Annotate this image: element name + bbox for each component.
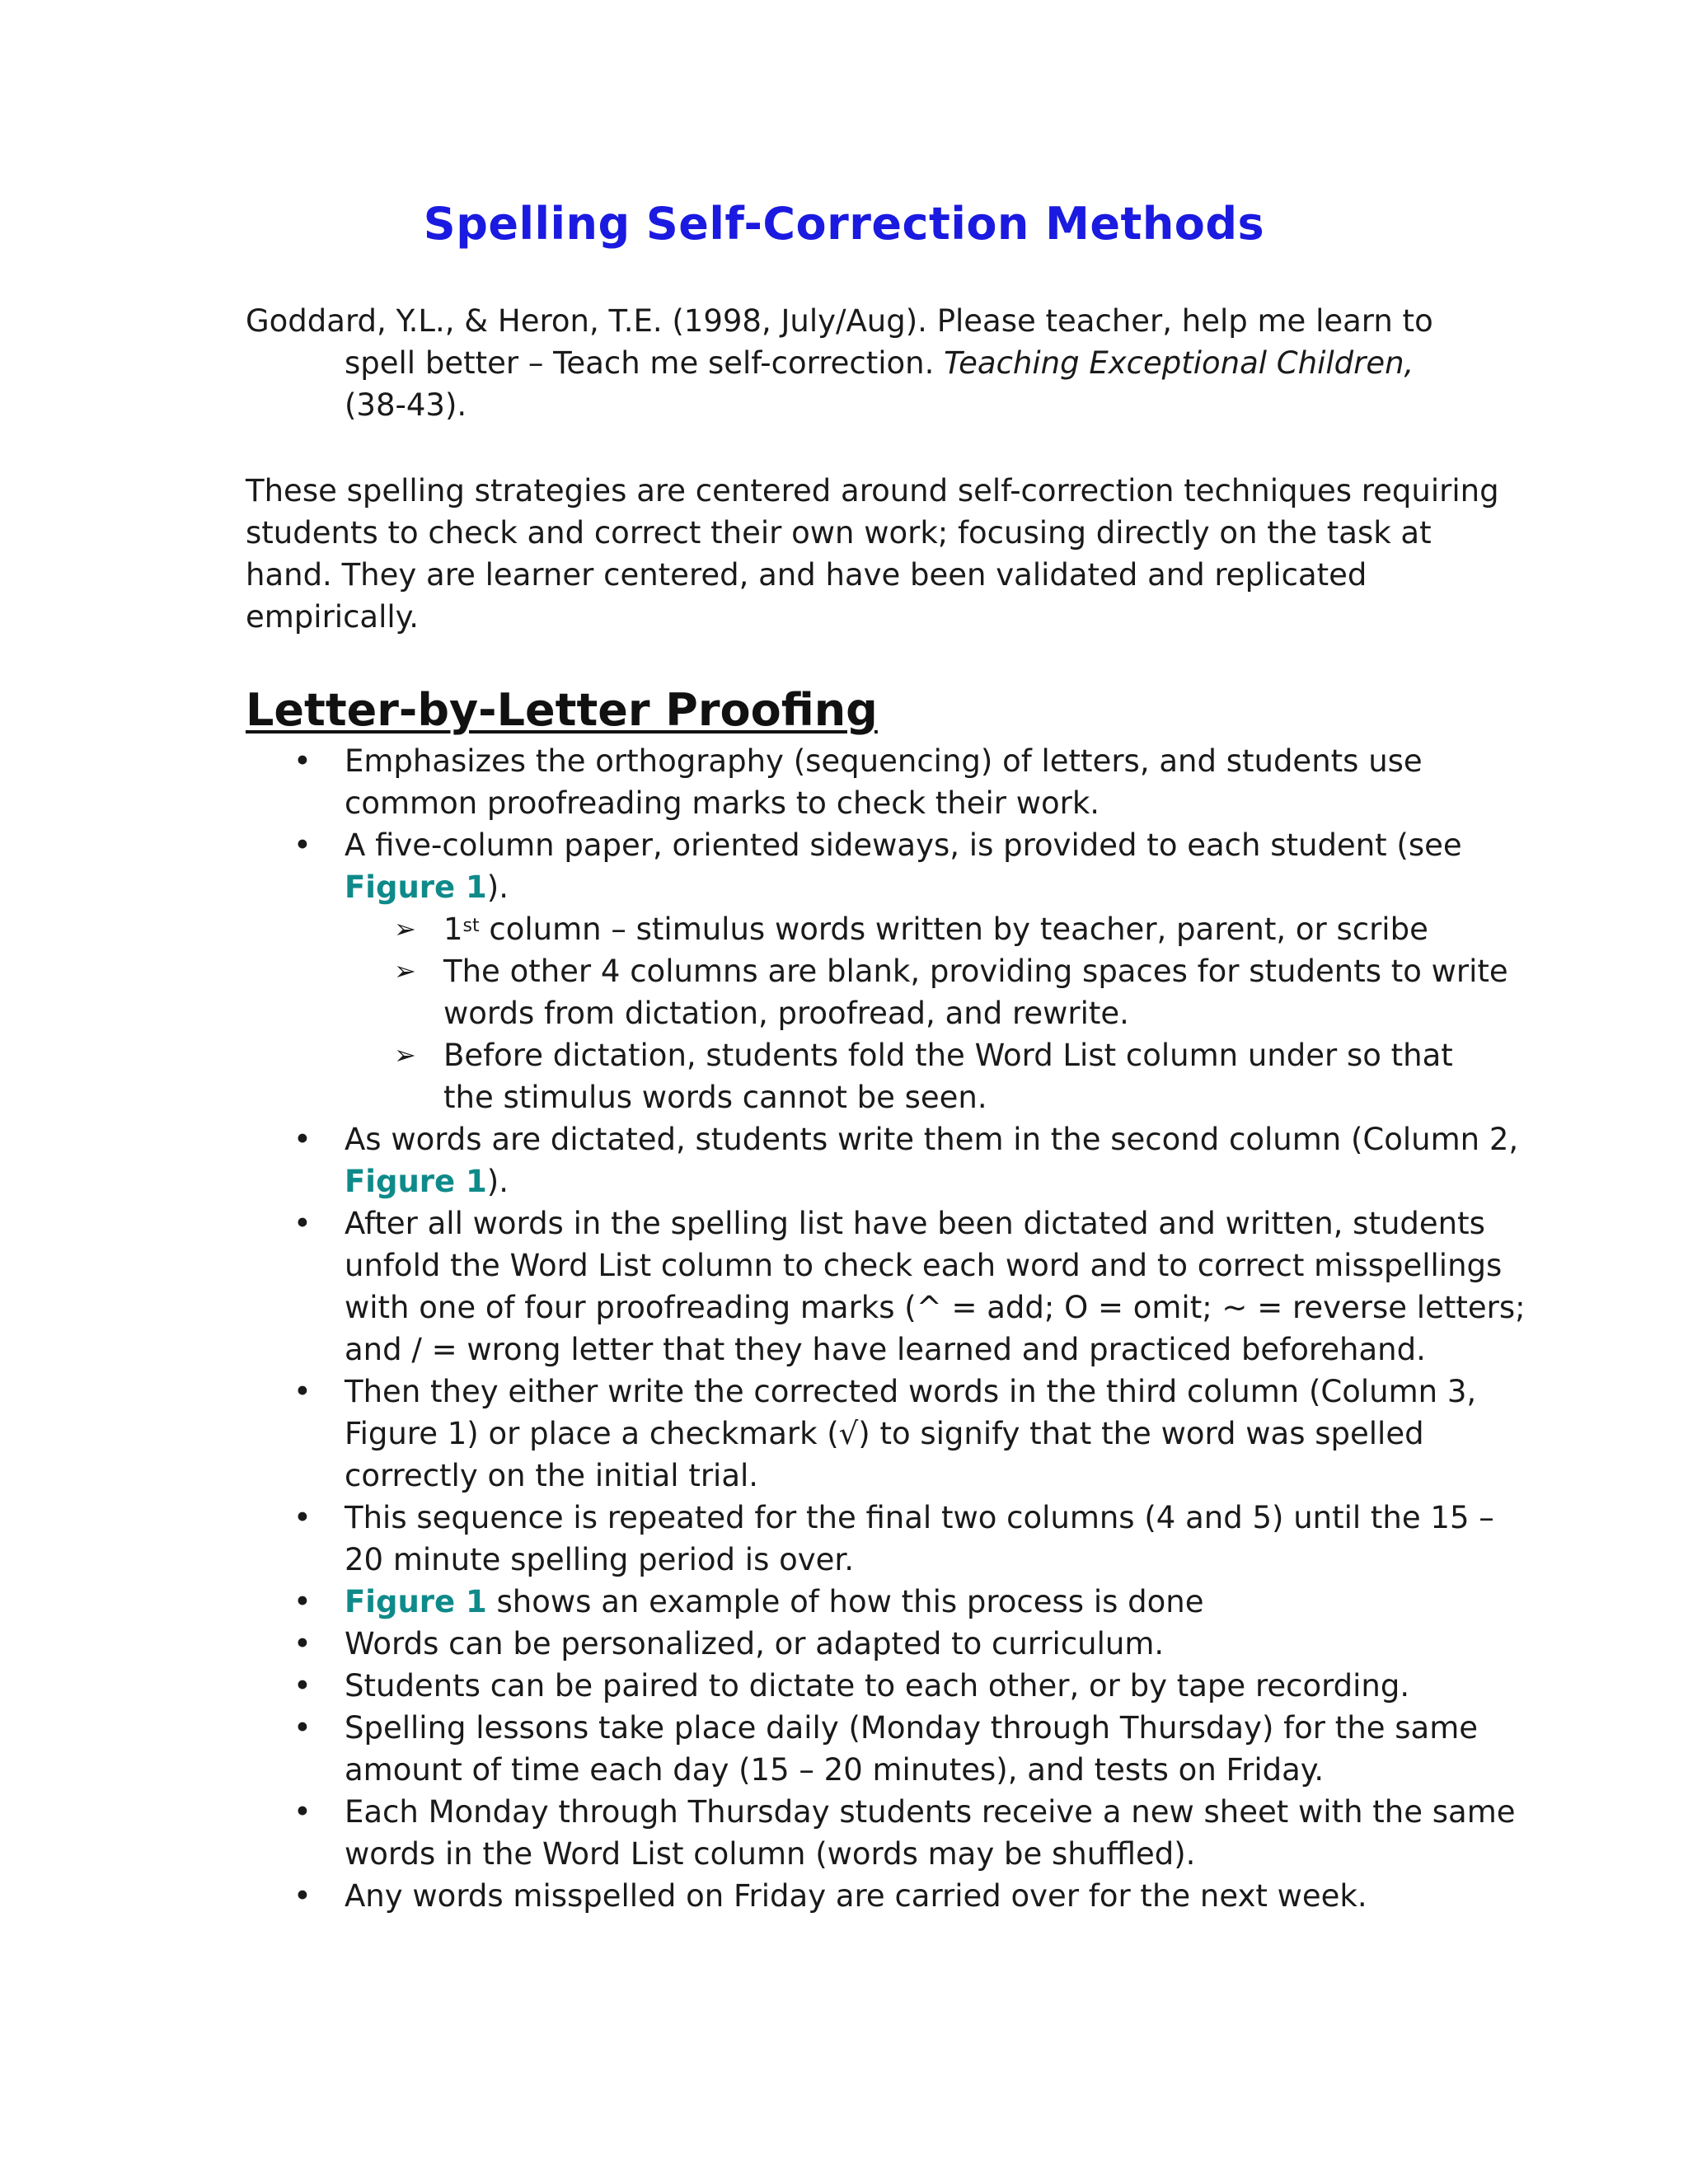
item-line — [345, 1581, 1688, 1623]
item-line: words from dictation, proofread, and rewrite. — [443, 996, 1129, 1031]
bullet-icon: • — [293, 1206, 312, 1241]
item-text: ). — [486, 1164, 509, 1199]
item-line: unfold the Word List column to check each word and to correct misspellings — [345, 1248, 1503, 1283]
journal-title: Teaching Exceptional Children, — [944, 345, 1414, 381]
item-text: column – stimulus words written by teacher, parent, or scribe — [479, 912, 1428, 947]
list-item — [0, 1581, 1688, 1623]
list-item — [0, 1118, 1688, 1202]
item-line: Spelling lessons take place daily (Monday through Thursday) for the same — [345, 1710, 1479, 1746]
item-line: As words are dictated, students write them in the second column (Column 2, — [345, 1122, 1519, 1157]
list-item — [0, 1875, 1688, 1917]
item-line: amount of time each day (15 – 20 minutes), and tests on Friday. — [345, 1752, 1325, 1788]
item-line: Figure 1) or place a checkmark (√) to signify that the word was spelled — [345, 1416, 1424, 1451]
bullet-icon: • — [293, 1122, 312, 1157]
item-line: Any words misspelled on Friday are carried over for the next week. — [345, 1878, 1367, 1914]
item-line: The other 4 columns are blank, providing spaces for students to write — [443, 954, 1508, 989]
item-line: Before dictation, students fold the Word List column under so that — [443, 1038, 1453, 1073]
arrow-bullet-icon: ➢ — [394, 913, 416, 944]
sub-list-item — [0, 908, 1688, 950]
list-item — [0, 1202, 1688, 1371]
bullet-icon: • — [293, 1584, 312, 1619]
arrow-bullet-icon: ➢ — [394, 955, 416, 987]
item-line: with one of four proofreading marks (^ = add; O = omit; ~ = reverse letters; — [345, 1290, 1526, 1325]
citation — [246, 300, 1465, 426]
sub-list-item — [0, 950, 1688, 1034]
list-item — [0, 824, 1688, 908]
intro-line: These spelling strategies are centered around self-correction techniques requiring — [246, 473, 1499, 509]
list-item — [0, 1623, 1688, 1665]
item-line: correctly on the initial trial. — [345, 1458, 759, 1493]
list-item — [0, 1665, 1688, 1707]
item-line: Each Monday through Thursday students receive a new sheet with the same — [345, 1794, 1516, 1830]
item-line: and / = wrong letter that they have learned and practiced beforehand. — [345, 1332, 1426, 1367]
item-line — [345, 866, 1688, 908]
item-line — [443, 908, 1688, 950]
list-item — [0, 1791, 1688, 1875]
bullet-icon: • — [293, 1374, 312, 1409]
figure-reference: Figure 1 — [345, 1164, 487, 1199]
list-item — [0, 1497, 1688, 1581]
item-line: the stimulus words cannot be seen. — [443, 1080, 987, 1115]
bullet-list — [0, 740, 1688, 1917]
citation-line — [246, 342, 1465, 384]
bullet-icon: • — [293, 743, 312, 779]
figure-reference: Figure 1 — [345, 1584, 487, 1619]
item-line: Words can be personalized, or adapted to curriculum. — [345, 1626, 1165, 1661]
item-line: 20 minute spelling period is over. — [345, 1542, 854, 1577]
item-line: This sequence is repeated for the final two columns (4 and 5) until the 15 – — [345, 1500, 1494, 1535]
bullet-icon: • — [293, 1794, 312, 1830]
intro-line: hand. They are learner centered, and have been validated and replicated — [246, 557, 1367, 593]
item-text: shows an example of how this process is done — [486, 1584, 1204, 1619]
arrow-bullet-icon: ➢ — [394, 1039, 416, 1071]
item-line: words in the Word List column (words may be shuffled). — [345, 1836, 1196, 1872]
section-heading: Letter-by-Letter Proofing — [246, 684, 878, 736]
item-line: Students can be paired to dictate to each other, or by tape recording. — [345, 1668, 1410, 1704]
intro-line: empirically. — [246, 599, 420, 635]
bullet-icon: • — [293, 1878, 312, 1914]
item-line — [345, 1160, 1688, 1202]
citation-line: Goddard, Y.L., & Heron, T.E. (1998, July/Aug). Please teacher, help me learn to — [246, 303, 1433, 339]
bullet-icon: • — [293, 827, 312, 863]
bullet-icon: • — [293, 1710, 312, 1746]
ordinal-suffix: st — [462, 916, 480, 936]
ordinal-number: 1 — [443, 912, 463, 947]
list-item — [0, 1371, 1688, 1497]
sub-list-item — [0, 1034, 1688, 1118]
citation-text: spell better – Teach me self-correction. — [345, 345, 945, 381]
bullet-icon: • — [293, 1626, 312, 1661]
list-item — [0, 1707, 1688, 1791]
item-line: Emphasizes the orthography (sequencing) of letters, and students use — [345, 743, 1423, 779]
intro-paragraph — [246, 470, 1499, 638]
bullet-icon: • — [293, 1668, 312, 1704]
item-line: Then they either write the corrected words in the third column (Column 3, — [345, 1374, 1477, 1409]
item-line: After all words in the spelling list have been dictated and written, students — [345, 1206, 1485, 1241]
figure-reference: Figure 1 — [345, 869, 487, 905]
bullet-icon: • — [293, 1500, 312, 1535]
item-line: common proofreading marks to check their work. — [345, 785, 1100, 821]
citation-line: (38-43). — [345, 387, 467, 423]
page-title: Spelling Self-Correction Methods — [423, 198, 1265, 250]
intro-line: students to check and correct their own work; focusing directly on the task at — [246, 515, 1432, 551]
item-line: A five-column paper, oriented sideways, is provided to each student (see — [345, 827, 1462, 863]
item-text: ). — [486, 869, 509, 905]
list-item — [0, 740, 1688, 824]
